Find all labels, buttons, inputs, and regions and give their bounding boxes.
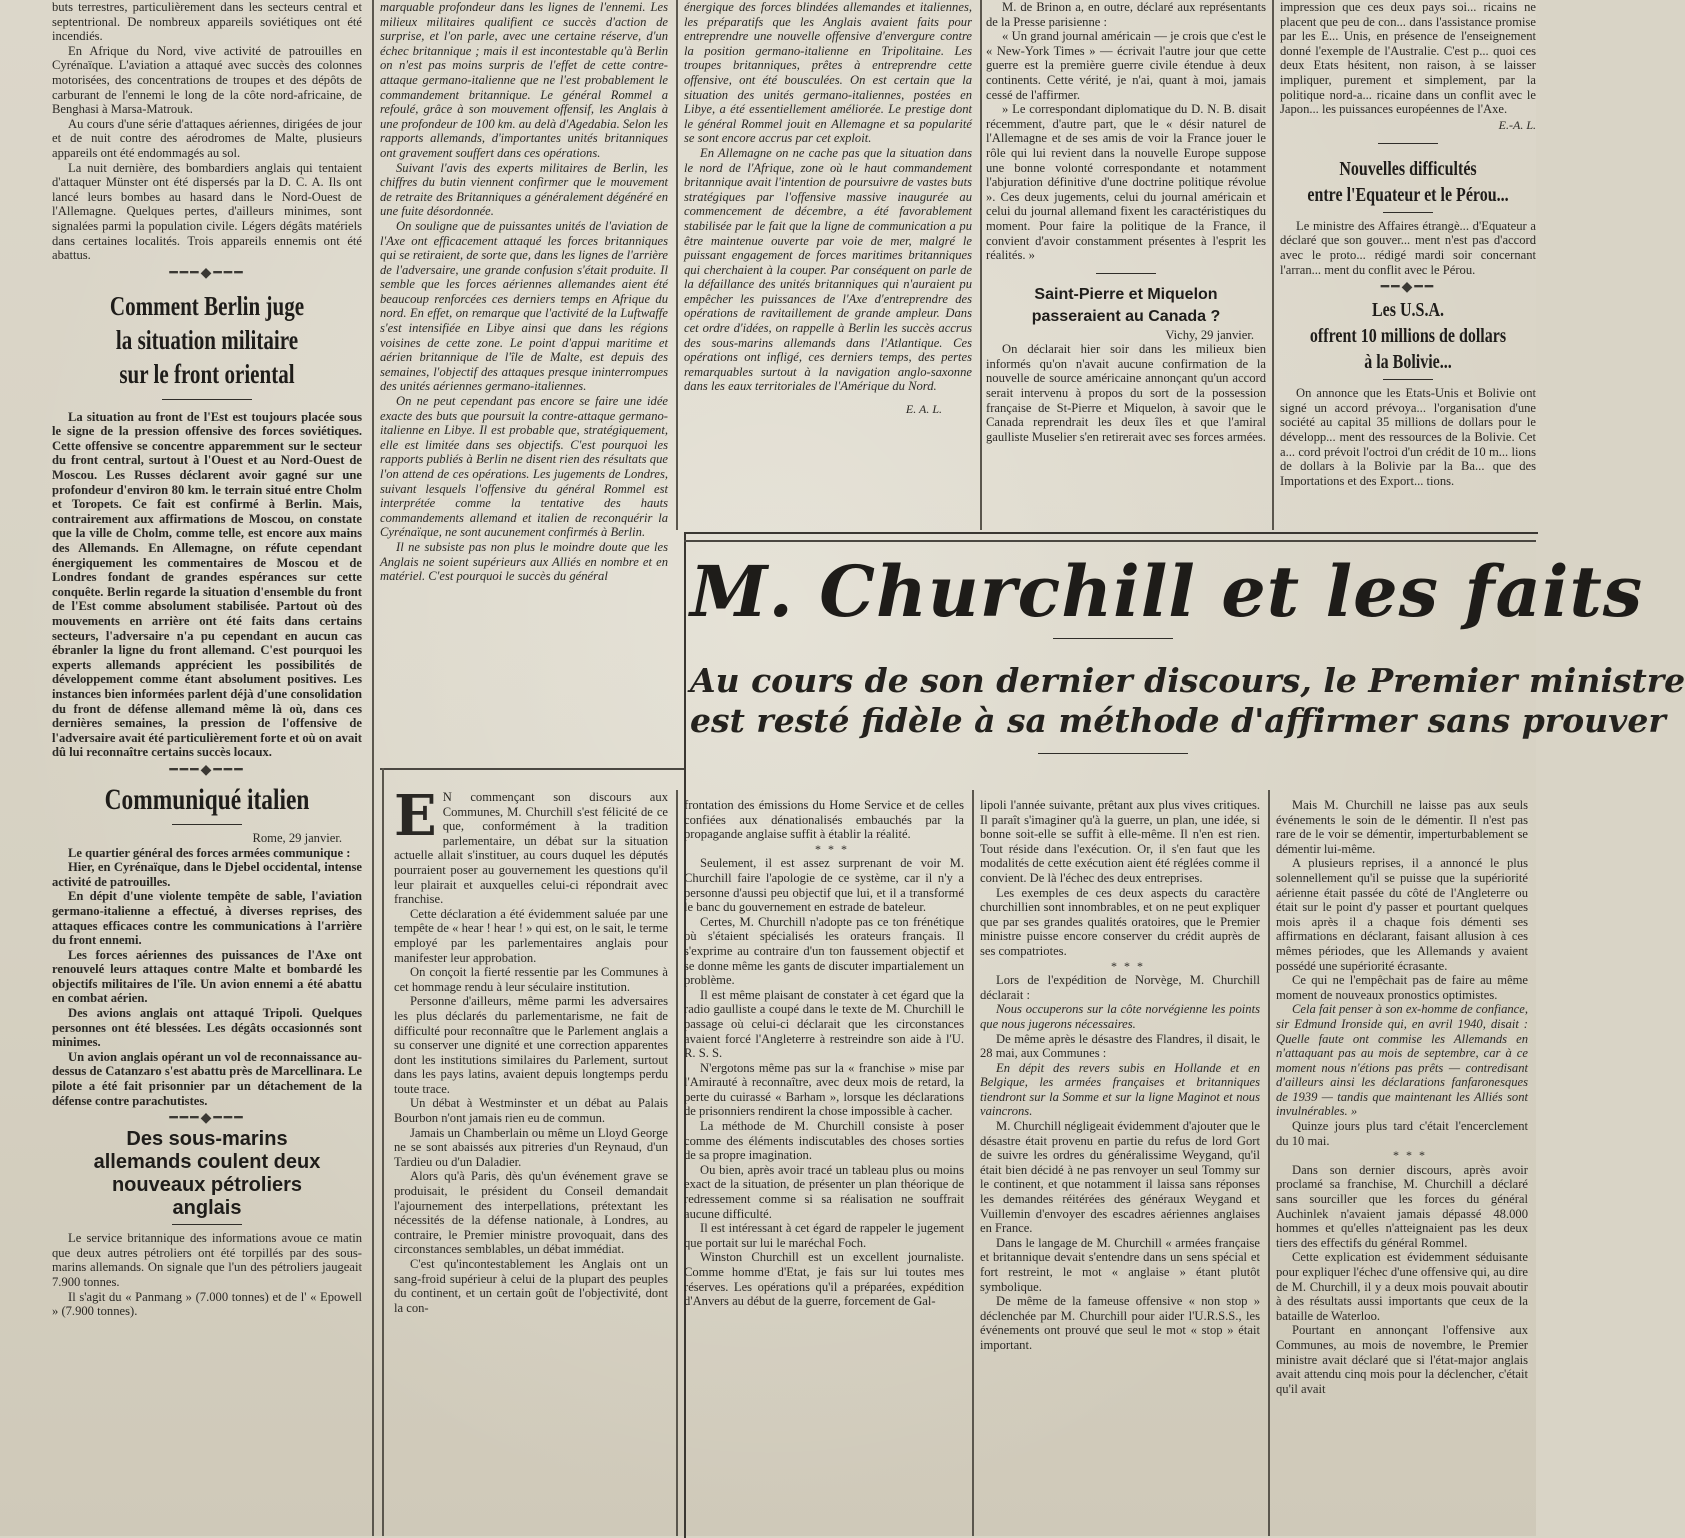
ornament-divider: ━━━◆━━━ bbox=[169, 264, 245, 281]
feature-col-rule-1 bbox=[676, 790, 678, 1536]
feature-col-rule-3 bbox=[1268, 790, 1270, 1536]
paragraph: En Allemagne on ne cache pas que la situation dans le nord de l'Afrique, zone où le haut commandement britannique avait l'intention de poursuivre de vastes buts stratégiques par l'offensive massive inaugurée au commencement de décembre, a été favorablement stabilisée par le fait que la ligne de communication a pu être maintenue ouverte par voie de mer, malgré le puissant engagement de forces maritimes britanniques qui cherchaient à la couper. Par conséquent on parle de la défaillance des unités britanniques qui n'auraient pu empêcher les puissances de l'Axe d'entreprendre des opérations de ravitaillement de grande ampleur. Dans cet ordre d'idées, on rappelle à Berlin les succès accrus des sous-marins allemands dans l'Atlantique. Ces opérations ont infligé, ces derniers temps, des pertes remarquables surtout à la navigation anglo-saxonne dans les eaux territoriales de l'Amérique du Nord. bbox=[684, 145, 972, 394]
sousmarins-article bbox=[52, 1231, 362, 1319]
ornament-divider: ━━◆━━ bbox=[1380, 279, 1436, 296]
headline-line: Des sous-marins bbox=[126, 1128, 288, 1151]
headline-line: la situation militaire bbox=[115, 324, 299, 355]
paragraph: Jamais un Chamberlain ou même un Lloyd George ne se sont abaissés aux pitreries d'un Reynaud, d'un Tardieu ou d'un Daladier. bbox=[394, 1125, 668, 1169]
paragraph: On souligne que de puissantes unités de l'aviation de l'Axe ont efficacement attaqué les forces britanniques qui se retiraient, de sorte que, dans les lignes de l'arrière de l'adversaire, une grande confusion s'était produite. Il semble que les forces aériennes allemandes aient été beaucoup renforcées ces derniers temps en Afrique du nord. En effet, on remarque que l'activité de la Luftwaffe s'est intensifiée en Libye ainsi que dans les régions voisines de cette zone. Le point d'appui maritime et aérien britannique de l'île de Malte, est depuis des semaines, l'objectif des attaques presque ininterrompues des unités aériennes germano-italiennes. bbox=[380, 218, 668, 394]
paragraph: impression que ces deux pays soi... ricains ne placent que peu de con... dans l'assistance promise par les E... Unis, en présence de l'enseignement donné l'exemple de l'Australie. C'est p... quoi ces deux Etats hésitent, non raison, à se laisser impliquer, purement et simplement, par la politique nord-a... ricaine dans un conflit avec le Japon... les puissances européennes de l'Axe. bbox=[1280, 0, 1536, 117]
headline-line: à la Bolivie... bbox=[1364, 351, 1452, 374]
col3-article bbox=[684, 0, 972, 394]
column-rule-1 bbox=[372, 0, 374, 1536]
ornament-divider: ━━━◆━━━ bbox=[169, 761, 245, 778]
paragraph: En Afrique du Nord, vive activité de patrouilles en Cyrénaïque. L'aviation a attaqué avec succès des colonnes motorisées, des concentrations de troupes et des dépôts de carburant de l'ennemi le long de la côte nord-africaine, de Benghasi à Marsa-Matrouk. bbox=[52, 43, 362, 117]
paragraph: En dépit d'une violente tempête de sable, l'aviation germano-italienne a effectué, à diverses reprises, des attaques efficaces contre les communications à l'arrière du front ennemi. bbox=[52, 889, 362, 948]
paragraph: » Le correspondant diplomatique du D. N. B. disait récemment, d'autre part, que le « désir naturel de l'Allemagne et de ses amis de voir la France jouer le rôle qui lui revient dans la nouvelle Europe suppose une bonne volonté correspondante et notamment l'abjuration définitive d'une doctrine politique révolue ». Ces deux jugements, celui du journal américain et celui du journal allemand fixent les caractéristiques du moment. Pour faire la politique de la France, il convient d'avoir constamment présentes à l'esprit les réalités. » bbox=[986, 102, 1266, 263]
paragraph: Il est intéressant à cet égard de rappeler le jugement que portait sur lui le maréchal Foch. bbox=[684, 1221, 964, 1250]
paragraph: De même après le désastre des Flandres, il disait, le 28 mai, aux Communes : bbox=[980, 1031, 1260, 1061]
paragraph: Ce qui ne l'empêchait pas de faire au même moment de nouveaux pronostics optimistes. bbox=[1276, 973, 1528, 1002]
paragraph: Seulement, il est assez surprenant de voir M. Churchill faire l'apologie de ce système, car il n'y a personne d'aussi peu objectif que lui, et il a transformé le banc du gouvernement en estrade de bateleur. bbox=[684, 856, 964, 915]
paragraph: Il ne subsiste pas non plus le moindre doute que les Anglais ne soient supérieurs aux Alliés en nombre et en matériel. C'est pourquoi le succès du général bbox=[380, 539, 668, 584]
paragraph: On ne peut cependant pas encore se faire une idée exacte des buts que poursuit la contre-attaque germano-italienne en Libye. Il est probable que, stratégiquement, elle est limitée dans ses objectifs. C'est pourquoi les rapports publiés à Berlin ne disent rien des résultats que l'on attend de ces opérations. Les jugements de Londres, suivant lesquels l'offensive du général Rommel est interprétée comme la tentative des hauts commandements allemand et italien de reconquérir la Cyrénaïque, ne sont aucunement confirmés à Berlin. bbox=[380, 394, 668, 540]
paragraph: Nous occuperons sur la côte norvégienne les points que nous jugerons nécessaires. bbox=[980, 1002, 1260, 1031]
stars-separator: * * * bbox=[815, 841, 849, 856]
headline-line: Les U.S.A. bbox=[1371, 299, 1444, 322]
feature-c1-article bbox=[394, 783, 668, 1315]
column-3 bbox=[684, 0, 972, 520]
column-2 bbox=[380, 0, 668, 752]
signature: E.-A. L. bbox=[1498, 117, 1536, 132]
paragraph: marquable profondeur dans les lignes de l'ennemi. Les milieux militaires qualifient ce succès d'action de surprise, et l'on parle, avec une certaine réserve, d'un échec britannique ; mais il est incontestable qu'à Berlin on n'est pas moins surpris de l'effet de cette contre-attaque germano-italienne que ne l'est probablement le commandement britannique. Le général Rommel a refoulé, grâce à son mouvement offensif, les Anglais à une profondeur de 100 km. au delà d'Agedabia. Selon les rapports allemands, d'importantes unités britanniques ont gravement souffert dans ces opérations. bbox=[380, 0, 668, 160]
feature-col-rule-2 bbox=[972, 790, 974, 1536]
paragraph: Suivant l'avis des experts militaires de Berlin, les chiffres du butin viennent confirmer que le mouvement de retraite des Britanniques a généralement dégénéré en une fuite désordonnée. bbox=[380, 160, 668, 219]
feature-col-2 bbox=[684, 798, 964, 1536]
short-rule bbox=[1053, 638, 1173, 639]
short-rule bbox=[1383, 212, 1433, 213]
paragraph: Winston Churchill est un excellent journaliste. Comme homme d'Etat, je fais sur lui toutes mes réserves. Les opérations qu'il a préparées, expédition d'Anvers au début de la guerre, forcement de Gal- bbox=[684, 1250, 964, 1309]
paragraph: On conçoit la fierté ressentie par les Communes à cet hommage rendu à leur séculaire institution. bbox=[394, 965, 668, 994]
column-rule-4 bbox=[1272, 0, 1274, 530]
headline-equateur bbox=[1280, 156, 1536, 208]
column-rule-2 bbox=[676, 0, 678, 530]
feature-c4-article bbox=[1276, 798, 1528, 1396]
short-rule bbox=[1096, 273, 1156, 274]
headline-line: anglais bbox=[172, 1197, 242, 1220]
headline-line: sur le front oriental bbox=[119, 358, 295, 389]
paragraph: Dans le langage de M. Churchill « armées française et britannique devait s'entendre dans un sens spécial et fort restreint, le mot « anglaise » étant plutôt symbolique. bbox=[980, 1235, 1260, 1294]
col5-article bbox=[1280, 0, 1536, 117]
paragraph: Mais M. Churchill ne laisse pas aux seuls événements le soin de le démentir. Il n'est pas rare de le voir se démentir, imperturbablement se démentir lui-même. bbox=[1276, 798, 1528, 856]
paragraph: lipoli l'année suivante, prêtant aux plus vives critiques. Il paraît s'imaginer qu'à la guerre, un plan, une idée, si bonne soit-elle se suffit à elle-même. Il n'en est rien. Tout réside dans l'exécution. Or, il s'en faut que les modalités de cette exécution aient été réglées comme il convient. De là l'échec des deux entreprises. bbox=[980, 798, 1260, 885]
signature: E. A. L. bbox=[905, 402, 942, 417]
paragraph: N'ergotons même pas sur la « franchise » mise par l'Amirauté à reconnaître, avec deux mois de retard, la perte du cuirassé « Barham », lorsque les déclarations de prisonniers rendirent la chose impossible à cacher. bbox=[684, 1060, 964, 1119]
feature-subtitle-line1: Au cours de son dernier discours, le Premier ministre bbox=[690, 661, 1685, 700]
headline-line: Nouvelles difficultés bbox=[1339, 157, 1477, 180]
usa-article bbox=[1280, 386, 1536, 488]
short-rule bbox=[1383, 379, 1433, 380]
stpierre-article bbox=[986, 342, 1266, 444]
paragraph: Hier, en Cyrénaïque, dans le Djebel occidental, intense activité de patrouilles. bbox=[52, 860, 362, 889]
feature-c3-article bbox=[980, 798, 1260, 1353]
paragraph: Cela fait penser à son ex-homme de confiance, sir Edmund Ironside qui, en avril 1940, disait : Quelle faute ont commise les Allemands en n'attaquant pas au mois de septembre, car à ce moment nous n'étions pas prêts — contredisant d'ailleurs ainsi les déclarations fanfaronesques de 1939 — tandis que maintenant les Alliés sont invulnérables. » bbox=[1276, 1002, 1528, 1119]
paragraph: La méthode de M. Churchill consiste à poser comme des éléments indiscutables des choses sorties de sa propre imagination. bbox=[684, 1119, 964, 1163]
dateline: Vichy, 29 janvier. bbox=[1165, 327, 1254, 342]
headline-line: nouveaux pétroliers bbox=[111, 1174, 303, 1197]
paragraph: De même de la fameuse offensive « non stop » déclenchée par M. Churchill pour aider l'U.R.S.S., les événements ont prouvé que seul le mot « stop » était important. bbox=[980, 1294, 1260, 1352]
paragraph: Le ministre des Affaires étrangè... d'Equateur a déclaré que son gouver... ment n'est pas d'accord avec le proto... rédigé mardi soir concernant l'arran... ment du conflit avec le Pérou. bbox=[1280, 218, 1536, 277]
paragraph: Dans son dernier discours, après avoir proclamé sa franchise, M. Churchill a déclaré sans sourciller que les forces du général Auchinlek n'avaient jamais dépassé 48.000 hommes et qu'elles n'atteignaient pas les deux tiers des effectifs du général Rommel. bbox=[1276, 1162, 1528, 1250]
paragraph: Cette explication est évidemment séduisante pour expliquer l'échec d'une offensive qui, au dire de M. Churchill, il y a deux mois pouvait aboutir à des résultats aussi importants que ceux de la bataille de Waterloo. bbox=[1276, 1250, 1528, 1323]
feature-step-rule bbox=[380, 768, 684, 770]
paragraph: Le service britannique des informations avoue ce matin que deux autres pétroliers ont été torpillés par des sous-marins allemands. On signale que l'un des pétroliers jaugeait 7.900 tonnes. bbox=[52, 1231, 362, 1289]
paragraph: Cette déclaration a été évidemment saluée par une tempête de « hear ! hear ! » qui est, on le sait, le terme employé par les parlementaires anglais pour manifester leur approbation. bbox=[394, 906, 668, 965]
feature-step-vline bbox=[382, 768, 384, 1536]
short-rule bbox=[172, 824, 242, 825]
col1-top-article bbox=[52, 0, 362, 263]
headline-sousmarins bbox=[52, 1128, 362, 1220]
paragraph: Pourtant en annonçant l'offensive aux Communes, au mois de novembre, le Premier ministre avait déclaré que si l'état-major anglais avait attendu cinq mois pour la déclencher, c'était qu'il avait bbox=[1276, 1323, 1528, 1396]
paragraph: Il est même plaisant de constater à cet égard que la radio gaulliste a coupé dans le texte de M. Churchill le passage où celui-ci déclarait que les circonstances avaient forcé l'Angleterre à restreindre son aide à l'U. R. S. S. bbox=[684, 987, 964, 1061]
paragraph: Quinze jours plus tard c'était l'encerclement du 10 mai. bbox=[1276, 1119, 1528, 1148]
paragraph: frontation des émissions du Home Service et de celles confiées aux dénationalisés embauchés par la propagande anglaise suffit à établir la réalité. bbox=[684, 798, 964, 842]
equateur-article bbox=[1280, 219, 1536, 277]
headline-line: passeraient au Canada ? bbox=[1031, 307, 1221, 325]
paragraph: Les exemples de ces deux aspects du caractère churchillien sont innombrables, et on ne peut expliquer que par ses grandes qualités oratoires, que le Premier ministre puisse encore conserver du crédit auprès de ses compatriotes. bbox=[980, 885, 1260, 958]
short-rule bbox=[1378, 143, 1438, 144]
feature-subtitle-line2: est resté fidèle à sa méthode d'affirmer sans prouver bbox=[690, 701, 1666, 740]
paragraph: On annonce que les Etats-Unis et Bolivie ont signé un accord prévoya... l'organisation d'une société au capital 35 millions de dollars pour le développ... ment des ressources de la Bolivie. Cet a... cord prévoit l'octroi d'un crédit de 10 m... lions de dollars à la Bolivie par la Ba... que des Importations et des Export... tions. bbox=[1280, 386, 1536, 488]
headline-line: Saint-Pierre et Miquelon bbox=[1034, 285, 1218, 303]
paragraph: Un avion anglais opérant un vol de reconnaissance au-dessus de Catanzaro s'est abattu près de Marcellinara. Le pilote a été fait prisonnier par un détachement de la défense contre parachutistes. bbox=[52, 1049, 362, 1108]
paragraph: N commençant son discours aux Communes, M. Churchill s'est félicité de ce que, conformément à la tradition parlementaire, un débat sur la situation actuelle allait s'instituer, au cours duquel les députés pourraient poser au gouvernement les questions qu'il leur plairait et auxquelles celui-ci répondrait avec franchise. bbox=[394, 790, 668, 907]
stars-separator: * * * bbox=[1111, 958, 1145, 973]
paragraph: Personne d'ailleurs, même parmi les adversaires les plus déclarés du parlementarisme, ne fait de difficulté pour reconnaître que le Parlement anglais a su conserver une dignité et une correction apparentes dont les institutions similaires du Parlement, surtout dans les pays latins, avaient depuis longtemps perdu toute trace. bbox=[394, 994, 668, 1096]
col2-article bbox=[380, 0, 668, 584]
paragraph: M. Churchill négligeait évidemment d'ajouter que le désastre était provenu en partie du refus de lord Gort de suivre les ordres du généralissime Weygand, qu'il était bien décidé à ne pas renvoyer un seul Tommy sur le continent, et que notamment il laissa sans réponses les demandes réitérées des généraux Weygand et Vuillemin d'envoyer des escadres aériennes anglaises en France. bbox=[980, 1119, 1260, 1236]
short-rule bbox=[1038, 753, 1188, 754]
paragraph: Il s'agit du « Panmang » (7.000 tonnes) et de l' « Epowell » (7.900 tonnes). bbox=[52, 1289, 362, 1319]
paragraph: M. de Brinon a, en outre, déclaré aux représentants de la Presse parisienne : bbox=[986, 0, 1266, 29]
column-rule-3 bbox=[980, 0, 982, 530]
paragraph: C'est qu'incontestablement les Anglais ont un sang-froid supérieur à celui de la plupart des peuples du continent, et un certain goût de l'objectivité, dont la con- bbox=[394, 1257, 668, 1315]
headline-stpierre bbox=[986, 284, 1266, 328]
feature-top-rule bbox=[684, 540, 1536, 542]
paragraph: Le quartier général des forces armées communique : bbox=[68, 845, 351, 860]
column-4 bbox=[986, 0, 1266, 520]
paragraph: énergique des forces blindées allemandes et italiennes, les préparatifs que les Anglais avaient faits pour entreprendre une nouvelle offensive d'envergure contre la position germano-italienne en Tripolitaine. Les troupes britanniques, prêtes à entreprendre cette offensive, ont été bousculées. On est certain que la situation des unités germano-italiennes, postées en Libye, a été essentiellement améliorée. Le prestige dont le général Rommel jouit en Allemagne et sa popularité se sont encore accrus par cet exploit. bbox=[684, 0, 972, 146]
headline-line: entre l'Equateur et le Pérou... bbox=[1307, 183, 1509, 206]
headline-communique-italien: Communiqué italien bbox=[104, 782, 310, 816]
paragraph: Alors qu'à Paris, dès qu'un événement grave se produisait, le président du Conseil demandait l'ajournement des interpellations, prétextant les nécessités de la défense nationale, à Londres, au contraire, le Premier ministre provoquait, dans des circonstances semblables, un débat immédiat. bbox=[394, 1169, 668, 1257]
paragraph: La situation au front de l'Est est toujours placée sous le signe de la pression offensive des forces soviétiques. Cette offensive se concentre apparemment sur le secteur du front central, surtout à l'Ouest et au Nord-Ouest de Moscou. Les Russes déclarent avoir gagné sur une profondeur d'environ 80 km. le terrain situé entre Cholm et Toropets. Ce fait est confirmé à Berlin. Mais, contrairement aux affirmations de Moscou, on constate que la ville de Cholm, comme telle, est encore aux mains des Allemands. En Allemagne, on réfute cependant énergiquement les commentaires de Moscou et de Londres fondant de grandes espérances sur cette conquête. Berlin regarde la situation d'ensemble du front de l'Est comme absolument stabilisée. Partout où des mouvements en arrière ont été faits dans certains secteurs, l'adversaire n'a pu cependant en aucun cas ébranler la ligne du front allemand. C'est pourquoi les experts allemands apprécient les possibilités de développement comme étant absolument positives. Les instances bien informées parlent déjà d'une consolidation du front de défense allemand même là où, dans ces dernières semaines, la pression de l'offensive de l'adversaire avait été particulièrement forte et où on avait dû lui reconnaître certains succès locaux. bbox=[52, 409, 362, 760]
paragraph: Des avions anglais ont attaqué Tripoli. Quelques personnes ont été blessées. Les dégâts occasionnés sont minimes. bbox=[52, 1006, 362, 1050]
headline-line: Comment Berlin juge bbox=[109, 290, 305, 321]
feature-headline bbox=[690, 550, 1685, 780]
drop-cap: E bbox=[394, 783, 437, 849]
paragraph: La nuit dernière, des bombardiers anglais qui tentaient d'attaquer Münster ont été dispersés par la D. C. A. Ils ont lancé leurs bombes au hasard dans le Nord-Ouest de l'Allemagne. Quelques pertes, d'ailleurs minimes, sont signalées parmi la population civile. Légers dégâts matériels dans certaines localités. Trois appareils ennemis ont été abattus. bbox=[52, 160, 362, 263]
headline-usa bbox=[1280, 297, 1536, 375]
paragraph: Certes, M. Churchill n'adopte pas ce ton frénétique où s'étaient spécialisés les orateurs français. Il s'exprime au contraire d'un ton faussement objectif et se donne même les gants de discuter impartialement un problème. bbox=[684, 914, 964, 988]
feature-c2-article bbox=[684, 798, 964, 1309]
short-rule bbox=[162, 399, 252, 400]
berlin-article bbox=[52, 410, 362, 760]
paragraph: Au cours d'une série d'attaques aériennes, dirigées de jour et de nuit contre des aérodromes de Malte, plusieurs appareils ont été endommagés au sol. bbox=[52, 116, 362, 160]
feature-col-1 bbox=[394, 783, 668, 1536]
column-5 bbox=[1280, 0, 1536, 520]
stars-separator: * * * bbox=[1393, 1148, 1427, 1163]
feature-title: M. Churchill et les faits bbox=[690, 550, 1644, 633]
dateline: Rome, 29 janvier. bbox=[252, 830, 342, 845]
paragraph: A plusieurs reprises, il a annoncé le plus solennellement qu'il se puisse que la supériorité aérienne était passée du côté de l'Angleterre ou était sur le point d'y passer et pourtant quelques mois après il a chaque fois démenti ses affirmations en déclarant, faisant allusion à ces mêmes périodes, que les Allemands y avaient possédé une supériorité écrasante. bbox=[1276, 856, 1528, 973]
paragraph: Les forces aériennes des puissances de l'Axe ont renouvelé leurs attaques contre Malte et bombardé les objectifs militaires de l'île. Un avion ennemi a été abattu en combat aérien. bbox=[52, 947, 362, 1006]
col4-article bbox=[986, 0, 1266, 263]
paragraph: buts terrestres, particulièrement dans les secteurs central et septentrional. De nombreux appareils soviétiques ont été incendiés. bbox=[52, 0, 362, 44]
paragraph: Lors de l'expédition de Norvège, M. Churchill déclarait : bbox=[980, 973, 1260, 1002]
paragraph: « Un grand journal américain — je crois que c'est le « New-York Times » — écrivait l'autre jour que cette guerre est la première guerre civile étendue à deux continents. Cette vérité, je n'ai, quant à moi, jamais cessé de l'affirmer. bbox=[986, 29, 1266, 102]
ornament-divider: ━━━◆━━━ bbox=[169, 1110, 245, 1127]
italien-article bbox=[52, 846, 362, 1109]
feature-col-4 bbox=[1276, 798, 1528, 1536]
headline-line: allemands coulent deux bbox=[93, 1151, 321, 1174]
feature-col-3 bbox=[980, 798, 1260, 1536]
paragraph: Un débat à Westminster et un débat au Palais Bourbon n'ont jamais rien eu de commun. bbox=[394, 1096, 668, 1126]
paragraph: En dépit des revers subis en Hollande et en Belgique, les armées françaises et britanniques tiendront sur la Somme et sur la ligne Maginot et nous vaincrons. bbox=[980, 1060, 1260, 1119]
headline-berlin bbox=[52, 289, 362, 391]
short-rule bbox=[172, 1224, 242, 1225]
headline-line: offrent 10 millions de dollars bbox=[1309, 325, 1507, 348]
paragraph: Ou bien, après avoir tracé un tableau plus ou moins exact de la situation, de présenter un plan théorique de redressement comme si sa réalisation ne souffrait aucune difficulté. bbox=[684, 1162, 964, 1221]
column-1 bbox=[52, 0, 362, 1536]
paragraph: On déclarait hier soir dans les milieux bien informés qu'on n'avait aucune confirmation de la nouvelle de source américaine annonçant qu'un accord serait intervenu à propos du sort de la possession française de St-Pierre et Miquelon, à savoir que le Canada reprendrait les deux îles et que l'amiral gaulliste Muselier s'en retirerait avec ses forces armées. bbox=[986, 342, 1266, 444]
